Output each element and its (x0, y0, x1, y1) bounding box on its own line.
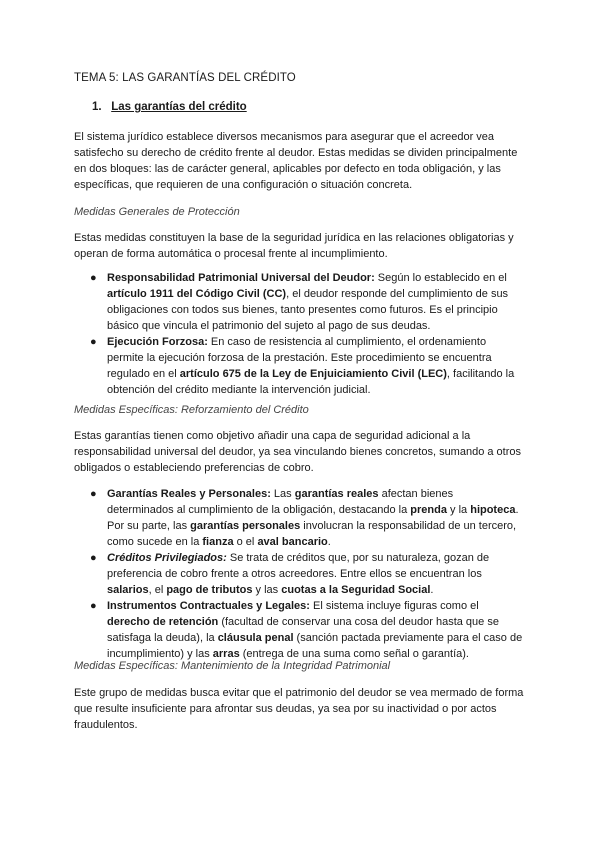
text-run: , facilitando la (446, 368, 515, 380)
text-line: permite la ejecución forzosa de la prestación. Este procedimiento se encuentra (107, 352, 492, 364)
text-run: y la (446, 504, 471, 516)
text-run: determinados al cumplimiento de la obligación, destacando la (107, 504, 411, 516)
refuerzo-intro-line: Estas garantías tienen como objetivo añadir una capa de seguridad adicional a la (74, 430, 471, 442)
general-intro-line: operan de forma automática o procesal frente al incumplimiento. (74, 248, 388, 260)
text-run: y las (252, 584, 282, 596)
text-run: regulado en el (107, 368, 180, 380)
subheading-integridad: Medidas Específicas: Mantenimiento de la Integridad Patrimonial (74, 660, 391, 672)
section-number: 1. (92, 101, 102, 113)
bold-italic-term: Créditos Privilegiados: (107, 552, 227, 564)
bold-term: aval bancario (257, 536, 328, 548)
text-run: Por su parte, las (107, 520, 191, 532)
refuerzo-bullet-list (74, 486, 534, 662)
subheading-general: Medidas Generales de Protección (74, 206, 240, 218)
bold-term: pago de tributos (166, 584, 253, 596)
text-run: satisfaga la deuda), la (107, 632, 218, 644)
refuerzo-intro-line: responsabilidad universal del deudor, ya sea vinculando bienes concretos, sumando a otros (74, 446, 522, 458)
section-heading (92, 101, 247, 113)
bullet-ejecucion-forzosa (74, 334, 534, 398)
bold-term: Ejecución Forzosa: (107, 336, 208, 348)
integridad-intro-line: que resulte insuficiente para afrontar sus deudas, ya sea por su inactividad o por actos (74, 703, 497, 715)
general-intro-line: Estas medidas constituyen la base de la seguridad jurídica en las relaciones obligatorias y (74, 232, 514, 244)
bold-term: derecho de retención (107, 616, 219, 628)
text-line: básico que vincula el patrimonio del sujeto al pago de sus deudas. (107, 320, 431, 332)
bold-term: garantías reales (294, 488, 379, 500)
refuerzo-intro-line: obligados o estableciendo preferencias de cobro. (74, 462, 314, 474)
text-run: o el (233, 536, 258, 548)
text-run: Las (270, 488, 295, 500)
integridad-intro-paragraph (74, 685, 529, 733)
text-run: involucran la responsabilidad de un tercero, (300, 520, 517, 532)
bullet-icon: ● (90, 272, 97, 284)
bullet-icon: ● (90, 488, 97, 500)
bold-term: Instrumentos Contractuales y Legales: (107, 600, 310, 612)
intro-line: satisfecho su derecho de crédito frente al deudor. Estas medidas se dividen principalmente (74, 147, 518, 159)
bold-term: cláusula penal (217, 632, 294, 644)
text-run: Se trata de créditos que, por su naturaleza, gozan de (226, 552, 490, 564)
intro-line: específicas, que requieren de una configuración o situación concreta. (74, 179, 413, 191)
integridad-intro-line: Este grupo de medidas busca evitar que el patrimonio del deudor se vea mermado de forma (74, 687, 524, 699)
bold-term: Garantías Reales y Personales: (107, 488, 271, 500)
bullet-creditos-privilegiados (74, 550, 534, 598)
text-run: incumplimiento) y las (107, 648, 213, 660)
bullet-icon: ● (90, 552, 97, 564)
integridad-intro-line: fraudulentos. (74, 719, 138, 731)
intro-line: El sistema jurídico establece diversos mecanismos para asegurar que el acreedor vea (74, 131, 495, 143)
text-run: como sucede en la (107, 536, 203, 548)
bullet-icon: ● (90, 336, 97, 348)
general-intro-paragraph (74, 230, 529, 262)
document-title: TEMA 5: LAS GARANTÍAS DEL CRÉDITO (74, 72, 296, 84)
refuerzo-intro-paragraph (74, 428, 529, 476)
general-bullet-list (74, 270, 534, 398)
subheading-refuerzo: Medidas Específicas: Reforzamiento del Crédito (74, 404, 309, 416)
text-run: , el deudor responde del cumplimiento de sus (286, 288, 509, 300)
bold-term: arras (212, 648, 240, 660)
text-line: preferencia de cobro frente a otros acreedores. Entre ellos se encuentran los (107, 568, 482, 580)
bold-term: salarios (107, 584, 149, 596)
text-run: (facultad de conservar una cosa del deudor hasta que se (218, 616, 499, 628)
bold-term: hipoteca (470, 504, 516, 516)
bold-term: prenda (410, 504, 447, 516)
bold-term: fianza (202, 536, 234, 548)
text-run: En caso de resistencia al cumplimiento, el ordenamiento (207, 336, 487, 348)
text-run: Según lo establecido en el (374, 272, 507, 284)
bold-term: cuotas a la Seguridad Social (281, 584, 431, 596)
text-line: obligaciones con todos sus bienes, tanto presentes como futuros. Es el principio (107, 304, 498, 316)
text-run: . (327, 536, 331, 548)
bullet-instrumentos-contractuales (74, 598, 534, 662)
bold-term: artículo 1911 del Código Civil (CC) (107, 288, 287, 300)
bullet-garantias-reales-personales (74, 486, 534, 550)
text-run: . (430, 584, 434, 596)
bold-term: Responsabilidad Patrimonial Universal del Deudor: (107, 272, 375, 284)
text-run: , el (148, 584, 167, 596)
text-run: El sistema incluye figuras como el (309, 600, 479, 612)
intro-paragraph (74, 129, 529, 193)
text-line: obtención del crédito mediante la intervención judicial. (107, 384, 371, 396)
intro-line: en dos bloques: las de carácter general, aplicables por defecto en toda obligación, y las (74, 163, 501, 175)
bullet-icon: ● (90, 600, 97, 612)
text-run: (entrega de una suma como señal o garantía). (239, 648, 469, 660)
bold-term: garantías personales (190, 520, 301, 532)
bullet-responsabilidad-patrimonial (74, 270, 534, 334)
text-run: (sanción pactada previamente para el caso de (293, 632, 523, 644)
text-run: . (515, 504, 519, 516)
bold-term: artículo 675 de la Ley de Enjuiciamiento Civil (LEC) (179, 368, 447, 380)
section-title: Las garantías del crédito (111, 101, 247, 113)
text-run: afectan bienes (378, 488, 454, 500)
